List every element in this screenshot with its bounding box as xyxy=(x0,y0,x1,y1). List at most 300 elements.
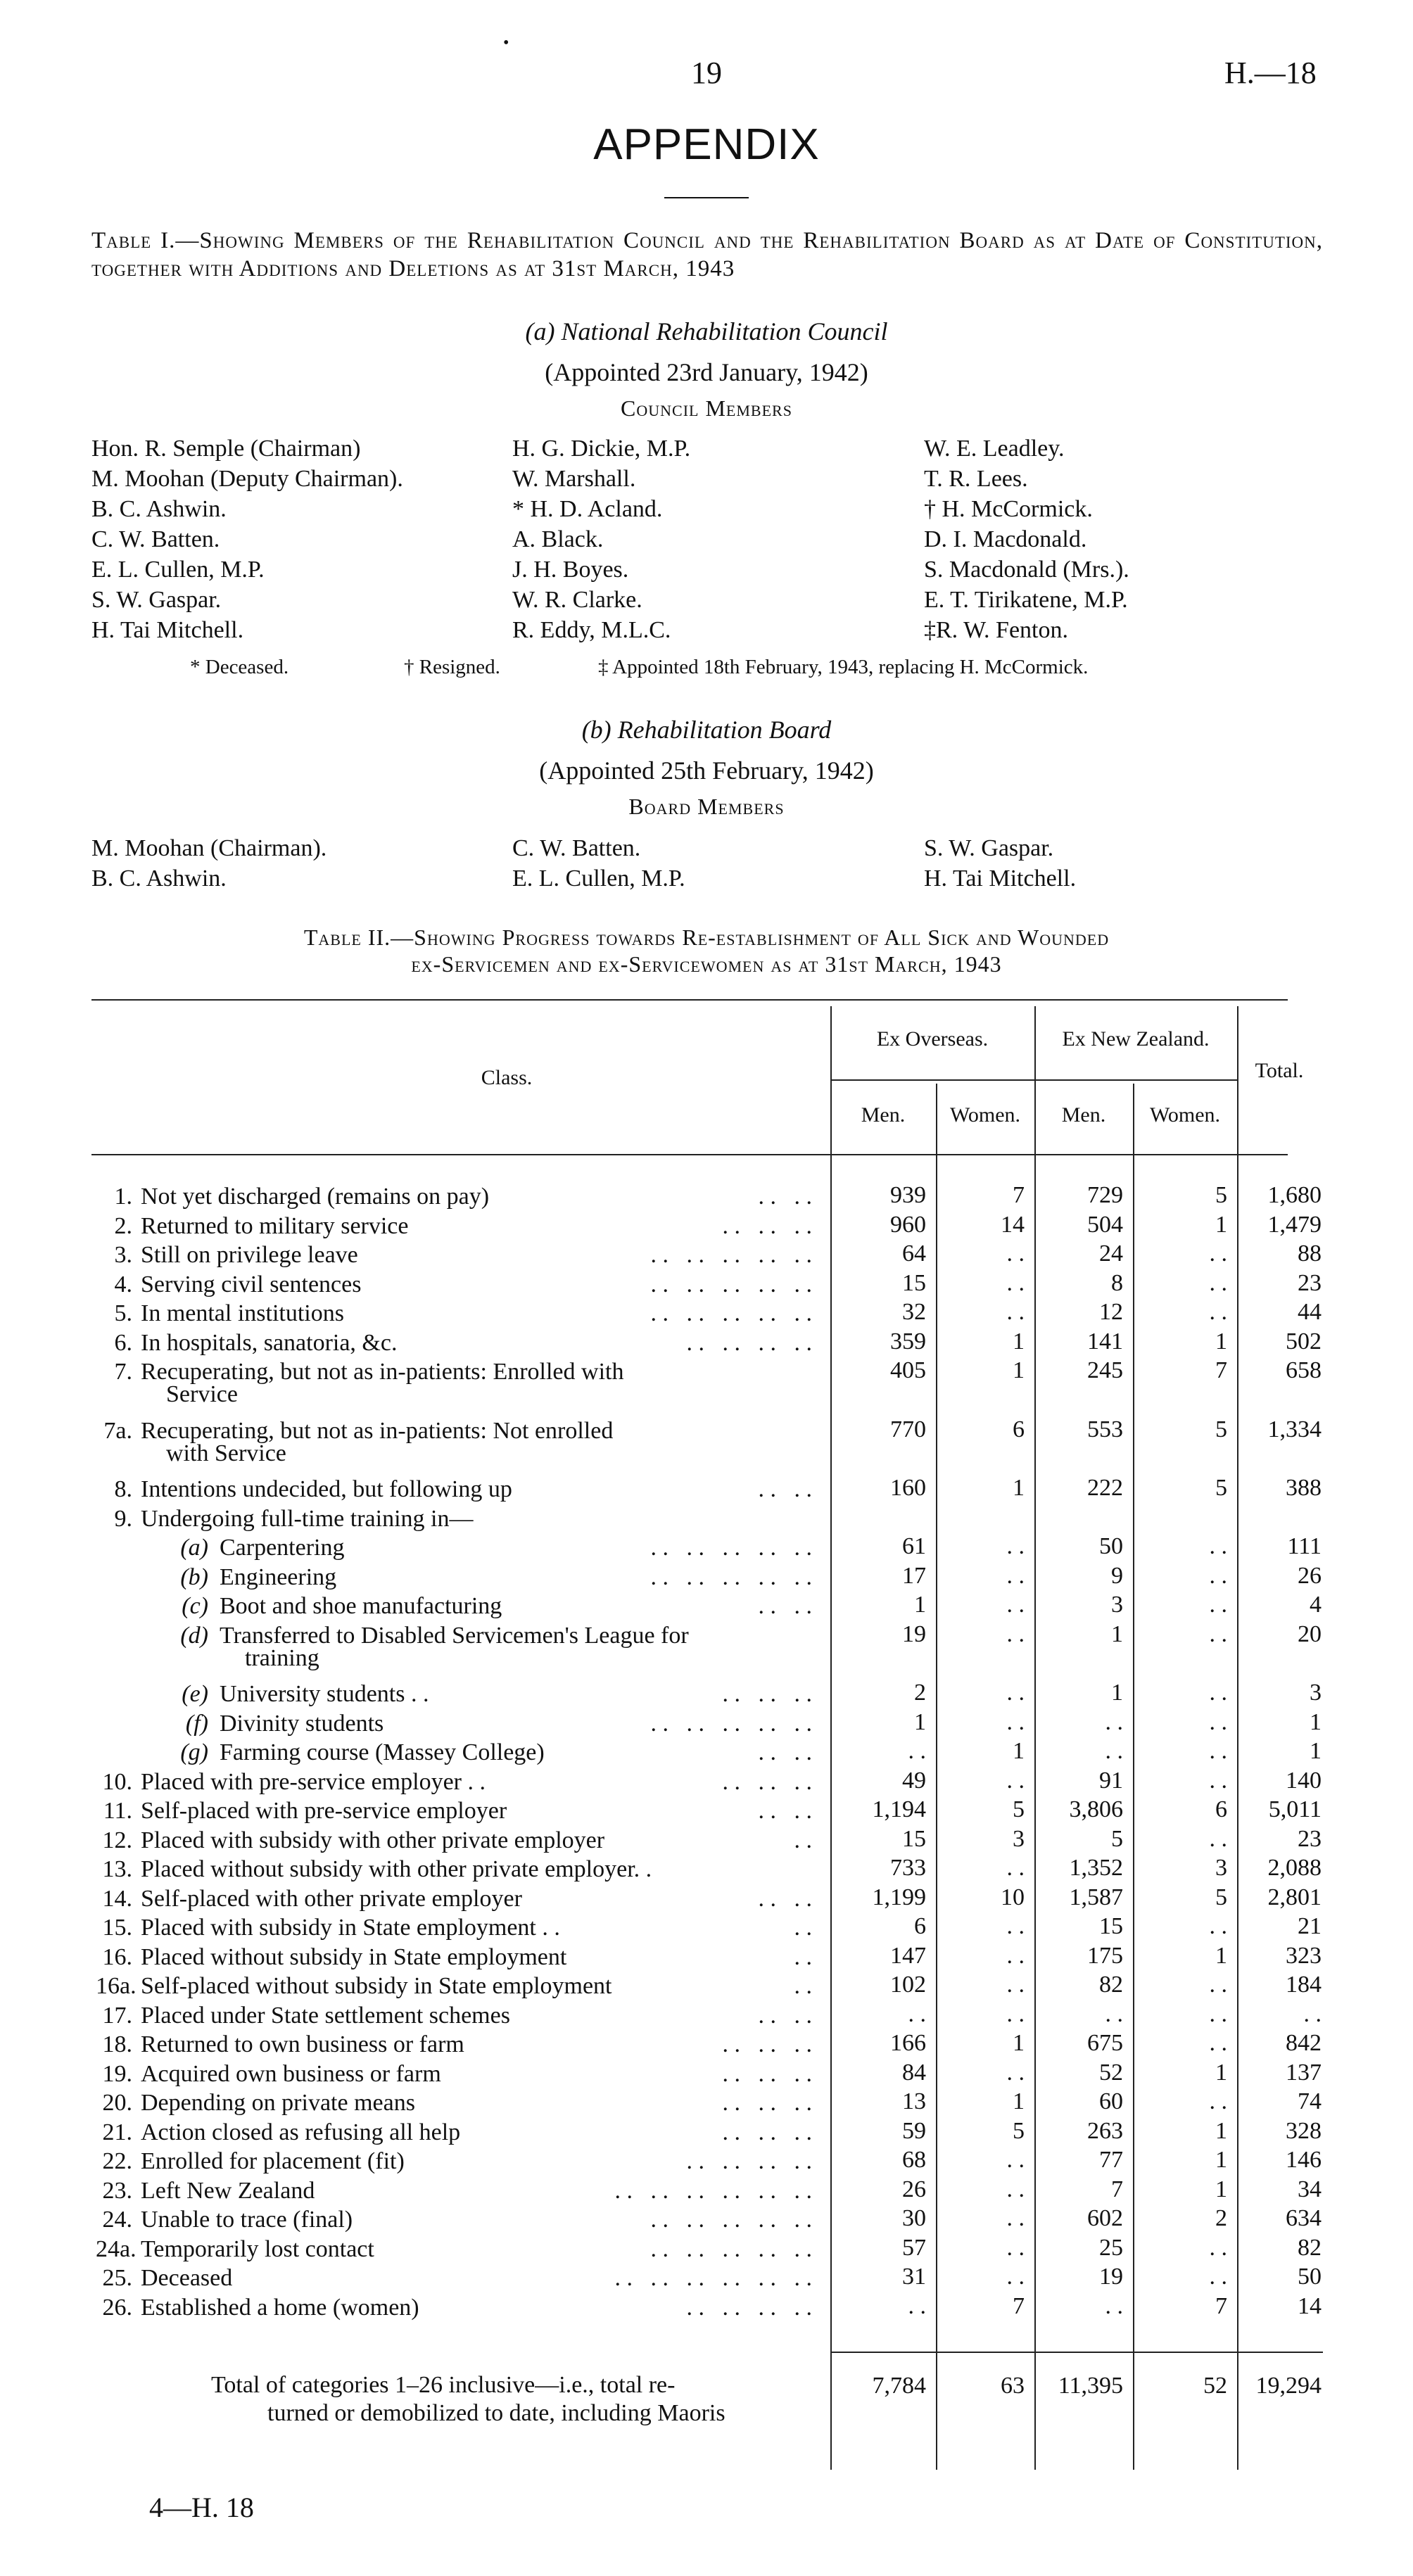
row-text: Self-placed without subsidy in State employment xyxy=(141,1973,612,1999)
cell-total: 88 xyxy=(1298,1241,1322,1267)
cell-total: 1 xyxy=(1310,1708,1322,1735)
cell-nz-women: 1 xyxy=(1215,1942,1227,1969)
cell-overseas-women: . . xyxy=(1006,1269,1025,1296)
row-text: Self-placed with pre-service employer xyxy=(141,1798,507,1824)
cell-total: 137 xyxy=(1286,2059,1322,2086)
cell-nz-men: 9 xyxy=(1111,1562,1123,1589)
cell-total: 34 xyxy=(1298,2176,1322,2202)
council-member: W. R. Clarke. xyxy=(512,587,642,613)
cell-overseas-men: 26 xyxy=(902,2176,926,2202)
row-number: 16. xyxy=(102,1943,132,1970)
header-ex-new-zealand: Ex New Zealand. xyxy=(1062,1027,1210,1051)
leader-dots: . . . . xyxy=(758,1476,812,1502)
cell-overseas-men: 939 xyxy=(890,1182,926,1208)
row-text: Recuperating, but not as in-patients: Enrolled with xyxy=(141,1359,624,1385)
leader-dots: . . . . . . xyxy=(722,2060,812,2087)
row-number: 24a. xyxy=(96,2235,137,2262)
cell-nz-women: 7 xyxy=(1215,2292,1227,2319)
cell-overseas-women: 7 xyxy=(1013,2292,1025,2319)
cell-total: 323 xyxy=(1286,1942,1322,1969)
leader-dots: . . . . . . xyxy=(722,2090,812,2116)
total-label-line1: Total of categories 1–26 inclusive—i.e., total re- xyxy=(211,2372,676,2398)
row-text-continued: training xyxy=(245,1644,319,1671)
cell-nz-men: . . xyxy=(1105,2292,1123,2319)
leader-dots: . . . . . . . . . . xyxy=(650,1242,812,1268)
row-text: Enrolled for placement (fit) xyxy=(141,2148,405,2174)
total-grand: 19,294 xyxy=(1255,2373,1322,2399)
cell-overseas-men: 64 xyxy=(902,1241,926,1267)
cell-nz-men: 3,806 xyxy=(1069,1796,1123,1822)
leader-dots: . . xyxy=(794,1973,812,1999)
cell-nz-women: 1 xyxy=(1215,2176,1227,2202)
header-ex-overseas: Ex Overseas. xyxy=(876,1027,989,1051)
row-number: 12. xyxy=(102,1827,132,1853)
row-number: 6. xyxy=(114,1329,132,1356)
cell-total: 146 xyxy=(1286,2147,1322,2173)
council-member: S. W. Gaspar. xyxy=(91,587,222,613)
cell-total: 634 xyxy=(1286,2205,1322,2231)
council-member: W. Marshall. xyxy=(512,466,636,492)
leader-dots: . . . . . . . . . . xyxy=(650,2235,812,2262)
cell-nz-women: 5 xyxy=(1215,1475,1227,1501)
leader-dots: . . . . . . xyxy=(722,1212,812,1239)
cell-overseas-women: . . xyxy=(1006,1299,1025,1325)
cell-overseas-men: 57 xyxy=(902,2234,926,2261)
cell-nz-men: 60 xyxy=(1099,2088,1123,2114)
cell-nz-women: . . xyxy=(1209,1913,1227,1939)
cell-total: 50 xyxy=(1298,2264,1322,2290)
cell-overseas-women: . . xyxy=(1006,1241,1025,1267)
council-member: S. Macdonald (Mrs.). xyxy=(924,557,1129,583)
row-number: 1. xyxy=(114,1184,132,1210)
cell-nz-men: . . xyxy=(1105,1708,1123,1735)
appendix-title: APPENDIX xyxy=(593,120,820,169)
cell-nz-men: 553 xyxy=(1087,1416,1123,1442)
council-members-heading: Council Members xyxy=(621,395,792,421)
total-overseas-women: 63 xyxy=(1001,2373,1025,2399)
cell-total: 74 xyxy=(1298,2088,1322,2114)
cell-overseas-men: 15 xyxy=(902,1825,926,1852)
cell-nz-women: 5 xyxy=(1215,1182,1227,1208)
cell-overseas-women: . . xyxy=(1006,1972,1025,1998)
cell-overseas-women: . . xyxy=(1006,2176,1025,2202)
row-number: 3. xyxy=(114,1242,132,1268)
row-text: Returned to military service xyxy=(141,1212,409,1239)
council-member: J. H. Boyes. xyxy=(512,557,629,583)
row-number: 11. xyxy=(103,1798,132,1824)
cell-total: 5,011 xyxy=(1268,1796,1322,1822)
board-column-2 xyxy=(512,833,685,894)
row-text: Still on privilege leave xyxy=(141,1242,358,1268)
cell-overseas-women: . . xyxy=(1006,1913,1025,1939)
cell-total: 21 xyxy=(1298,1913,1322,1939)
cell-total: 20 xyxy=(1298,1620,1322,1647)
cell-nz-men: 24 xyxy=(1099,1241,1123,1267)
table2-header-rule xyxy=(91,1154,1288,1155)
cell-nz-women: 2 xyxy=(1215,2205,1227,2231)
leader-dots: . . . . . . xyxy=(722,2119,812,2145)
cell-nz-women: . . xyxy=(1209,1972,1227,1998)
row-number: 18. xyxy=(102,2031,132,2057)
leader-dots: . . . . . . . . . . xyxy=(650,1300,812,1326)
cell-nz-men: 15 xyxy=(1099,1913,1123,1939)
cell-overseas-men: 405 xyxy=(890,1357,926,1383)
cell-total: 1,479 xyxy=(1267,1211,1322,1238)
cell-overseas-men: 1 xyxy=(914,1592,926,1618)
cell-overseas-women: 5 xyxy=(1013,1796,1025,1822)
row-number: 16a. xyxy=(96,1973,137,1999)
cell-nz-women: . . xyxy=(1209,1680,1227,1706)
row-text: Action closed as refusing all help xyxy=(141,2119,461,2145)
cell-nz-women: . . xyxy=(1209,2000,1227,2027)
council-member: * H. D. Acland. xyxy=(512,496,663,522)
row-number: 4. xyxy=(114,1271,132,1297)
title-rule xyxy=(664,197,749,198)
page-number: 19 xyxy=(691,56,722,90)
row-text-continued: with Service xyxy=(166,1440,286,1466)
leader-dots: . . . . . . xyxy=(722,1681,812,1707)
cell-overseas-men: . . xyxy=(908,2292,926,2319)
cell-nz-women: . . xyxy=(1209,2264,1227,2290)
cell-nz-men: 3 xyxy=(1111,1592,1123,1618)
header-overseas-men: Men. xyxy=(861,1103,906,1127)
cell-overseas-men: 2 xyxy=(914,1680,926,1706)
cell-nz-men: 1 xyxy=(1111,1620,1123,1647)
cell-nz-men: 1,587 xyxy=(1069,1884,1123,1910)
cell-overseas-men: 6 xyxy=(914,1913,926,1939)
cell-total: 140 xyxy=(1286,1767,1322,1794)
cell-total: . . xyxy=(1303,2000,1322,2027)
row-text: Farming course (Massey College) xyxy=(220,1739,545,1765)
cell-nz-men: 602 xyxy=(1087,2205,1123,2231)
cell-nz-women: 1 xyxy=(1215,2059,1227,2086)
cell-nz-men: . . xyxy=(1105,2000,1123,2027)
cell-nz-women: 6 xyxy=(1215,1796,1227,1822)
council-column-1 xyxy=(91,433,403,645)
total-nz-women: 52 xyxy=(1203,2373,1227,2399)
cell-nz-men: 222 xyxy=(1087,1475,1123,1501)
council-member: H. Tai Mitchell. xyxy=(91,617,244,643)
row-text: Placed with subsidy in State employment . . xyxy=(141,1915,560,1941)
cell-overseas-women: . . xyxy=(1006,1767,1025,1794)
cell-nz-men: . . xyxy=(1105,1738,1123,1764)
cell-nz-women: . . xyxy=(1209,1269,1227,1296)
row-text: Acquired own business or farm xyxy=(141,2060,441,2087)
leader-dots: . . . . . . . . xyxy=(686,2294,812,2321)
row-text: Temporarily lost contact xyxy=(141,2235,374,2262)
row-number: (g) xyxy=(180,1739,208,1765)
board-column-3 xyxy=(924,833,1076,894)
cell-nz-women: 1 xyxy=(1215,2117,1227,2144)
row-text: Unable to trace (final) xyxy=(141,2207,353,2233)
cell-total: 111 xyxy=(1287,1533,1322,1559)
leader-dots: . . . . xyxy=(758,1593,812,1619)
cell-overseas-men: 733 xyxy=(890,1855,926,1881)
cell-overseas-women: 1 xyxy=(1013,1475,1025,1501)
row-text: Established a home (women) xyxy=(141,2294,419,2321)
board-column-1 xyxy=(91,833,327,894)
cell-nz-men: 675 xyxy=(1087,2030,1123,2056)
row-number: 20. xyxy=(102,2090,132,2116)
row-number: 15. xyxy=(102,1915,132,1941)
row-number: 19. xyxy=(102,2060,132,2087)
row-number: (e) xyxy=(182,1681,208,1707)
cell-nz-women: . . xyxy=(1209,1738,1227,1764)
row-text: Intentions undecided, but following up xyxy=(141,1476,512,1502)
leader-dots: . . . . . . . . . . . . xyxy=(614,2265,812,2291)
header-class: Class. xyxy=(481,1066,533,1089)
row-text: Undergoing full-time training in— xyxy=(141,1505,474,1532)
cell-overseas-men: . . xyxy=(908,1738,926,1764)
cell-overseas-women: . . xyxy=(1006,2264,1025,2290)
cell-overseas-men: 30 xyxy=(902,2205,926,2231)
total-overseas-men: 7,784 xyxy=(872,2373,926,2399)
cell-nz-men: 12 xyxy=(1099,1299,1123,1325)
total-rule xyxy=(830,2352,1323,2353)
cell-overseas-men: 13 xyxy=(902,2088,926,2114)
footer-signature: 4—H. 18 xyxy=(149,2492,254,2523)
cell-nz-women: . . xyxy=(1209,2030,1227,2056)
header-overseas-women: Women. xyxy=(949,1103,1021,1127)
cell-total: 2,801 xyxy=(1267,1884,1322,1910)
board-member: E. L. Cullen, M.P. xyxy=(512,865,685,892)
leader-dots: . . . . . . . . . . xyxy=(650,1563,812,1590)
subheader-rule xyxy=(830,1079,1237,1081)
row-text: In hospitals, sanatoria, &c. xyxy=(141,1329,398,1356)
row-text: Not yet discharged (remains on pay) xyxy=(141,1184,490,1210)
leader-dots: . . . . . . . . . . xyxy=(650,2207,812,2233)
cell-total: 23 xyxy=(1298,1269,1322,1296)
board-member: H. Tai Mitchell. xyxy=(924,865,1077,892)
council-member: † H. McCormick. xyxy=(924,496,1093,522)
row-number: 17. xyxy=(102,2002,132,2029)
cell-nz-women: . . xyxy=(1209,1708,1227,1735)
cell-nz-men: 7 xyxy=(1111,2176,1123,2202)
leader-dots: . . . . . . xyxy=(722,1768,812,1795)
cell-overseas-women: 10 xyxy=(1001,1884,1025,1910)
board-member: C. W. Batten. xyxy=(512,835,641,861)
cell-nz-women: 3 xyxy=(1215,1855,1227,1881)
cell-total: 1,334 xyxy=(1267,1416,1322,1442)
total-label xyxy=(211,2371,830,2428)
row-number: 5. xyxy=(114,1300,132,1326)
document-reference: H.—18 xyxy=(1224,56,1317,90)
cell-nz-women: 1 xyxy=(1215,1328,1227,1354)
row-number: (c) xyxy=(182,1593,208,1619)
header-dot: • xyxy=(503,34,509,52)
board-member: M. Moohan (Chairman). xyxy=(91,835,327,861)
row-number: 14. xyxy=(102,1885,132,1912)
cell-nz-men: 175 xyxy=(1087,1942,1123,1969)
row-text: Serving civil sentences xyxy=(141,1271,362,1297)
row-text: Depending on private means xyxy=(141,2090,415,2116)
cell-overseas-women: . . xyxy=(1006,2000,1025,2027)
cell-overseas-women: . . xyxy=(1006,1680,1025,1706)
council-member: T. R. Lees. xyxy=(924,466,1028,492)
cell-overseas-women: . . xyxy=(1006,2059,1025,2086)
cell-total: 388 xyxy=(1286,1475,1322,1501)
table1-caption: Table I.—Showing Members of the Rehabilitation Council and the Rehabilitation Board as at Date of Constitution, together with Additions and Deletions as at 31st March, 1943 xyxy=(91,228,1323,281)
cell-total: 23 xyxy=(1298,1825,1322,1852)
leader-dots: . . . . . . . . . . . . xyxy=(614,2177,812,2204)
row-text: Placed with subsidy with other private employer xyxy=(141,1827,605,1853)
total-nz-men: 11,395 xyxy=(1058,2373,1123,2399)
row-number: (f) xyxy=(185,1710,208,1737)
cell-overseas-women: . . xyxy=(1006,1562,1025,1589)
row-text: Placed under State settlement schemes xyxy=(141,2002,510,2029)
cell-overseas-women: . . xyxy=(1006,1942,1025,1969)
row-text: Boot and shoe manufacturing xyxy=(220,1593,502,1619)
cell-overseas-men: 68 xyxy=(902,2147,926,2173)
council-member: B. C. Ashwin. xyxy=(91,496,227,522)
row-number: 9. xyxy=(114,1505,132,1532)
header-total: Total. xyxy=(1255,1059,1304,1082)
cell-overseas-men: 160 xyxy=(890,1475,926,1501)
cell-nz-women: 7 xyxy=(1215,1357,1227,1383)
cell-nz-men: 77 xyxy=(1099,2147,1123,2173)
cell-total: 502 xyxy=(1286,1328,1322,1354)
row-text: Placed without subsidy in State employment xyxy=(141,1943,567,1970)
cell-total: 658 xyxy=(1286,1357,1322,1383)
leader-dots: . . . . xyxy=(758,1184,812,1210)
header-nz-men: Men. xyxy=(1061,1103,1106,1127)
cell-nz-men: 1 xyxy=(1111,1680,1123,1706)
row-number: 7a. xyxy=(103,1417,132,1444)
board-member: S. W. Gaspar. xyxy=(924,835,1054,861)
row-number: 22. xyxy=(102,2148,132,2174)
cell-total: 184 xyxy=(1286,1972,1322,1998)
leader-dots: . . xyxy=(794,1827,812,1853)
council-column-3 xyxy=(924,433,1129,645)
row-text: Carpentering xyxy=(220,1535,345,1561)
cell-nz-men: 82 xyxy=(1099,1972,1123,1998)
leader-dots: . . . . xyxy=(758,1798,812,1824)
note-appointed: ‡ Appointed 18th February, 1943, replacing H. McCormick. xyxy=(598,656,1089,678)
cell-total: 328 xyxy=(1286,2117,1322,2144)
row-text: Returned to own business or farm xyxy=(141,2031,464,2057)
council-title: (a) National Rehabilitation Council xyxy=(525,317,888,345)
cell-overseas-men: 59 xyxy=(902,2117,926,2144)
cell-nz-men: 245 xyxy=(1087,1357,1123,1383)
cell-total: 1 xyxy=(1310,1738,1322,1764)
cell-overseas-women: 3 xyxy=(1013,1825,1025,1852)
row-number: 7. xyxy=(114,1359,132,1385)
row-number: 8. xyxy=(114,1476,132,1502)
note-resigned: † Resigned. xyxy=(404,656,500,678)
row-number: 26. xyxy=(102,2294,132,2321)
leader-dots: . . . . . . . . xyxy=(686,1329,812,1356)
row-number: 2. xyxy=(114,1212,132,1239)
note-deceased: * Deceased. xyxy=(190,656,289,678)
cell-overseas-men: 49 xyxy=(902,1767,926,1794)
cell-nz-men: 25 xyxy=(1099,2234,1123,2261)
row-text: Transferred to Disabled Servicemen's League for xyxy=(220,1622,689,1649)
council-member: E. T. Tirikatene, M.P. xyxy=(924,587,1128,613)
council-member: M. Moohan (Deputy Chairman). xyxy=(91,466,403,492)
cell-total: 2,088 xyxy=(1267,1855,1322,1881)
total-label-line2: turned or demobilized to date, including Maoris xyxy=(267,2400,725,2426)
cell-nz-men: 50 xyxy=(1099,1533,1123,1559)
row-number: (a) xyxy=(180,1535,208,1561)
cell-overseas-men: 32 xyxy=(902,1299,926,1325)
council-appointed: (Appointed 23rd January, 1942) xyxy=(545,358,868,386)
row-text: University students . . xyxy=(220,1681,429,1707)
row-text: Divinity students xyxy=(220,1710,384,1737)
cell-nz-women: . . xyxy=(1209,1562,1227,1589)
row-number: (b) xyxy=(180,1563,208,1590)
cell-overseas-women: 5 xyxy=(1013,2117,1025,2144)
cell-nz-men: 91 xyxy=(1099,1767,1123,1794)
row-number: 21. xyxy=(102,2119,132,2145)
cell-overseas-men: 1 xyxy=(914,1708,926,1735)
cell-nz-men: 141 xyxy=(1087,1328,1123,1354)
leader-dots: . . . . xyxy=(758,2002,812,2029)
leader-dots: . . . . . . . . . . xyxy=(650,1535,812,1561)
cell-overseas-women: . . xyxy=(1006,2147,1025,2173)
cell-total: 14 xyxy=(1298,2292,1322,2319)
row-number: (d) xyxy=(180,1622,208,1649)
cell-total: 82 xyxy=(1298,2234,1322,2261)
cell-overseas-men: 166 xyxy=(890,2030,926,2056)
cell-nz-women: . . xyxy=(1209,1620,1227,1647)
council-member: Hon. R. Semple (Chairman) xyxy=(91,436,361,462)
cell-overseas-men: 31 xyxy=(902,2264,926,2290)
cell-overseas-women: . . xyxy=(1006,1855,1025,1881)
council-member: A. Black. xyxy=(512,526,604,552)
cell-overseas-men: 15 xyxy=(902,1269,926,1296)
cell-overseas-women: . . xyxy=(1006,1708,1025,1735)
cell-overseas-men: 1,199 xyxy=(872,1884,926,1910)
cell-nz-men: 1,352 xyxy=(1069,1855,1123,1881)
council-member: W. E. Leadley. xyxy=(924,436,1065,462)
leader-dots: . . xyxy=(794,1915,812,1941)
table2-top-rule xyxy=(91,999,1288,1001)
cell-overseas-women: . . xyxy=(1006,1592,1025,1618)
council-member: R. Eddy, M.L.C. xyxy=(512,617,671,643)
row-text: Engineering xyxy=(220,1563,337,1590)
cell-nz-women: . . xyxy=(1209,1592,1227,1618)
leader-dots: . . . . . . . . xyxy=(686,2148,812,2174)
cell-nz-men: 19 xyxy=(1099,2264,1123,2290)
cell-nz-women: . . xyxy=(1209,1533,1227,1559)
leader-dots: . . . . . . xyxy=(722,2031,812,2057)
cell-overseas-men: 19 xyxy=(902,1620,926,1647)
cell-overseas-men: 61 xyxy=(902,1533,926,1559)
cell-overseas-women: . . xyxy=(1006,2234,1025,2261)
board-title: (b) Rehabilitation Board xyxy=(581,716,832,744)
row-number: 13. xyxy=(102,1856,132,1882)
row-text: Deceased xyxy=(141,2265,233,2291)
cell-total: 44 xyxy=(1298,1299,1322,1325)
cell-overseas-women: 7 xyxy=(1013,1182,1025,1208)
row-text: Placed with pre-service employer . . xyxy=(141,1768,486,1795)
board-members-heading: Board Members xyxy=(628,794,785,819)
cell-nz-women: 5 xyxy=(1215,1416,1227,1442)
council-member: C. W. Batten. xyxy=(91,526,220,552)
cell-nz-women: . . xyxy=(1209,1767,1227,1794)
cell-nz-men: 52 xyxy=(1099,2059,1123,2086)
row-number: 10. xyxy=(102,1768,132,1795)
leader-dots: . . . . xyxy=(758,1885,812,1912)
table2-caption-line2: ex-Servicemen and ex-Servicewomen as at 31st March, 1943 xyxy=(411,951,1002,977)
cell-nz-women: 5 xyxy=(1215,1884,1227,1910)
council-column-2 xyxy=(512,433,690,645)
cell-overseas-men: 84 xyxy=(902,2059,926,2086)
leader-dots: . . xyxy=(794,1943,812,1970)
cell-nz-men: 263 xyxy=(1087,2117,1123,2144)
row-text: Left New Zealand xyxy=(141,2177,315,2204)
leader-dots: . . . . . . . . . . xyxy=(650,1271,812,1297)
